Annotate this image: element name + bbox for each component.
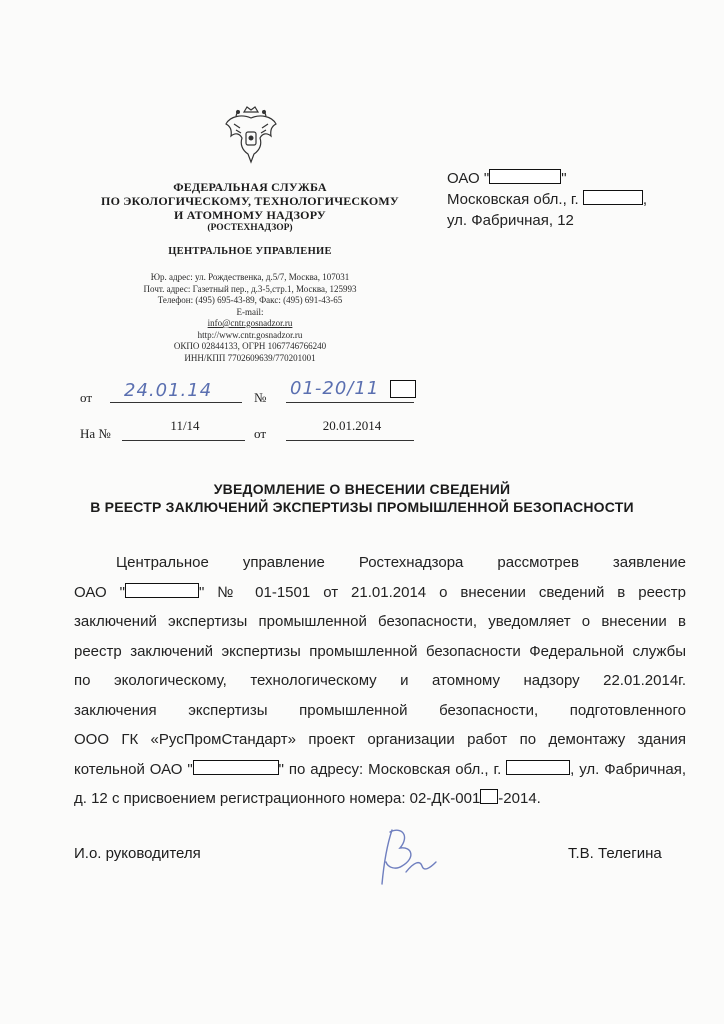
registration-codes: ОКПО 02844133, ОГРН 1067746766240 [173, 341, 327, 351]
body-line-4: реестр заключений экспертизы промышленной безопасности Федеральной службы [74, 642, 686, 660]
handwritten-signature [362, 822, 442, 892]
body-line-8b: " по адресу: Московская обл., г. [278, 760, 502, 778]
inn-kpp: ИНН/КПП 7702609639/770201001 [184, 352, 316, 363]
org-short-name: (РОСТЕХНАДЗОР) [207, 223, 293, 233]
outgoing-date-line [110, 402, 242, 403]
recipient-company-suffix: " [561, 170, 567, 187]
handwritten-outgoing-number: 01-20/11 [290, 378, 380, 399]
letter-body [74, 548, 686, 814]
email-line [100, 307, 400, 330]
body-line-8a: котельной ОАО " [74, 760, 193, 778]
in-reply-date-line [286, 440, 414, 441]
phone-fax: Телефон: (495) 695-43-89, Факс: (495) 691-43-65 [157, 295, 343, 305]
recipient-street: ул. Фабричная, 12 [447, 212, 574, 229]
postal-address: Почт. адрес: Газетный пер., д.3-5,стр.1, Москва, 125993 [143, 283, 357, 294]
org-line-3: И АТОМНОМУ НАДЗОРУ [174, 208, 326, 222]
redacted-city-box [583, 190, 643, 205]
email-label: E-mail: [236, 306, 264, 317]
signatory-name: Т.В. Телегина [568, 845, 662, 862]
in-reply-from-label: от [254, 426, 267, 441]
body-line-2b: " № 01-1501 от 21.01.2014 о внесении сведений в реестр [198, 583, 686, 601]
recipient-company-prefix: ОАО " [447, 170, 490, 187]
body-line-5: по экологическому, технологическому и атомному надзору 22.01.2014г. [74, 672, 686, 689]
title-line-2: В РЕЕСТР ЗАКЛЮЧЕНИЙ ЭКСПЕРТИЗЫ ПРОМЫШЛЕННОЙ БЕЗОПАСНОСТИ [90, 499, 634, 515]
redacted-company-box-3 [193, 760, 279, 775]
legal-address: Юр. адрес: ул. Рождественка, д.5/7, Москва, 107031 [150, 272, 350, 282]
body-line-6: заключения экспертизы промышленной безопасности, подготовленного [74, 701, 686, 719]
redacted-company-box-2 [125, 583, 199, 598]
organization-name [80, 180, 420, 234]
recipient-company [447, 168, 647, 189]
body-line-2a: ОАО " [74, 583, 125, 601]
recipient-region-prefix: Московская обл., г. [447, 191, 579, 208]
body-line-9a: д. 12 с присвоением регистрационного номера: 02-ДК-001 [74, 790, 481, 807]
document-title [60, 480, 664, 516]
body-line-2 [74, 578, 686, 608]
recipient-region [447, 189, 647, 210]
from-label: от [80, 390, 93, 405]
redacted-company-box [489, 169, 561, 184]
in-reply-number: 11/14 [170, 418, 200, 433]
org-line-1: ФЕДЕРАЛЬНАЯ СЛУЖБА [173, 180, 327, 194]
signatory-position: И.о. руководителя [74, 845, 201, 862]
outgoing-number-line [286, 402, 414, 403]
in-reply-date: 20.01.2014 [322, 418, 382, 433]
handwritten-outgoing-date: 24.01.14 [124, 380, 213, 401]
recipient-region-suffix: , [642, 191, 648, 208]
department-name: ЦЕНТРАЛЬНОЕ УПРАВЛЕНИЕ [168, 246, 332, 257]
org-line-2: ПО ЭКОЛОГИЧЕСКОМУ, ТЕХНОЛОГИЧЕСКОМУ [101, 194, 399, 208]
redacted-city-box-2 [506, 760, 570, 775]
coat-of-arms-emblem [222, 104, 280, 166]
body-line-3: заключений экспертизы промышленной безопасности, уведомляет о внесении в [74, 613, 686, 630]
recipient-address [447, 168, 647, 231]
body-line-8c: , ул. Фабричная, [570, 760, 687, 778]
contacts-block [100, 272, 400, 364]
body-line-9b: -2014. [498, 790, 541, 807]
in-reply-number-line [122, 440, 245, 441]
body-line-8 [74, 755, 686, 785]
title-line-1: УВЕДОМЛЕНИЕ О ВНЕСЕНИИ СВЕДЕНИЙ [213, 481, 511, 497]
redacted-regnum-box [480, 789, 498, 804]
body-line-7: ООО ГК «РусПромСтандарт» проект организации работ по демонтажу здания [74, 731, 686, 748]
email-link[interactable]: info@cntr.gosnadzor.ru [207, 318, 293, 328]
redacted-number-box [390, 380, 416, 398]
body-line-1: Центральное управление Ростехнадзора рассмотрев заявление [116, 554, 686, 571]
body-line-9 [74, 784, 686, 814]
in-reply-label: На № [80, 426, 111, 441]
number-label: № [254, 390, 267, 405]
website-link[interactable]: http://www.cntr.gosnadzor.ru [197, 329, 303, 340]
